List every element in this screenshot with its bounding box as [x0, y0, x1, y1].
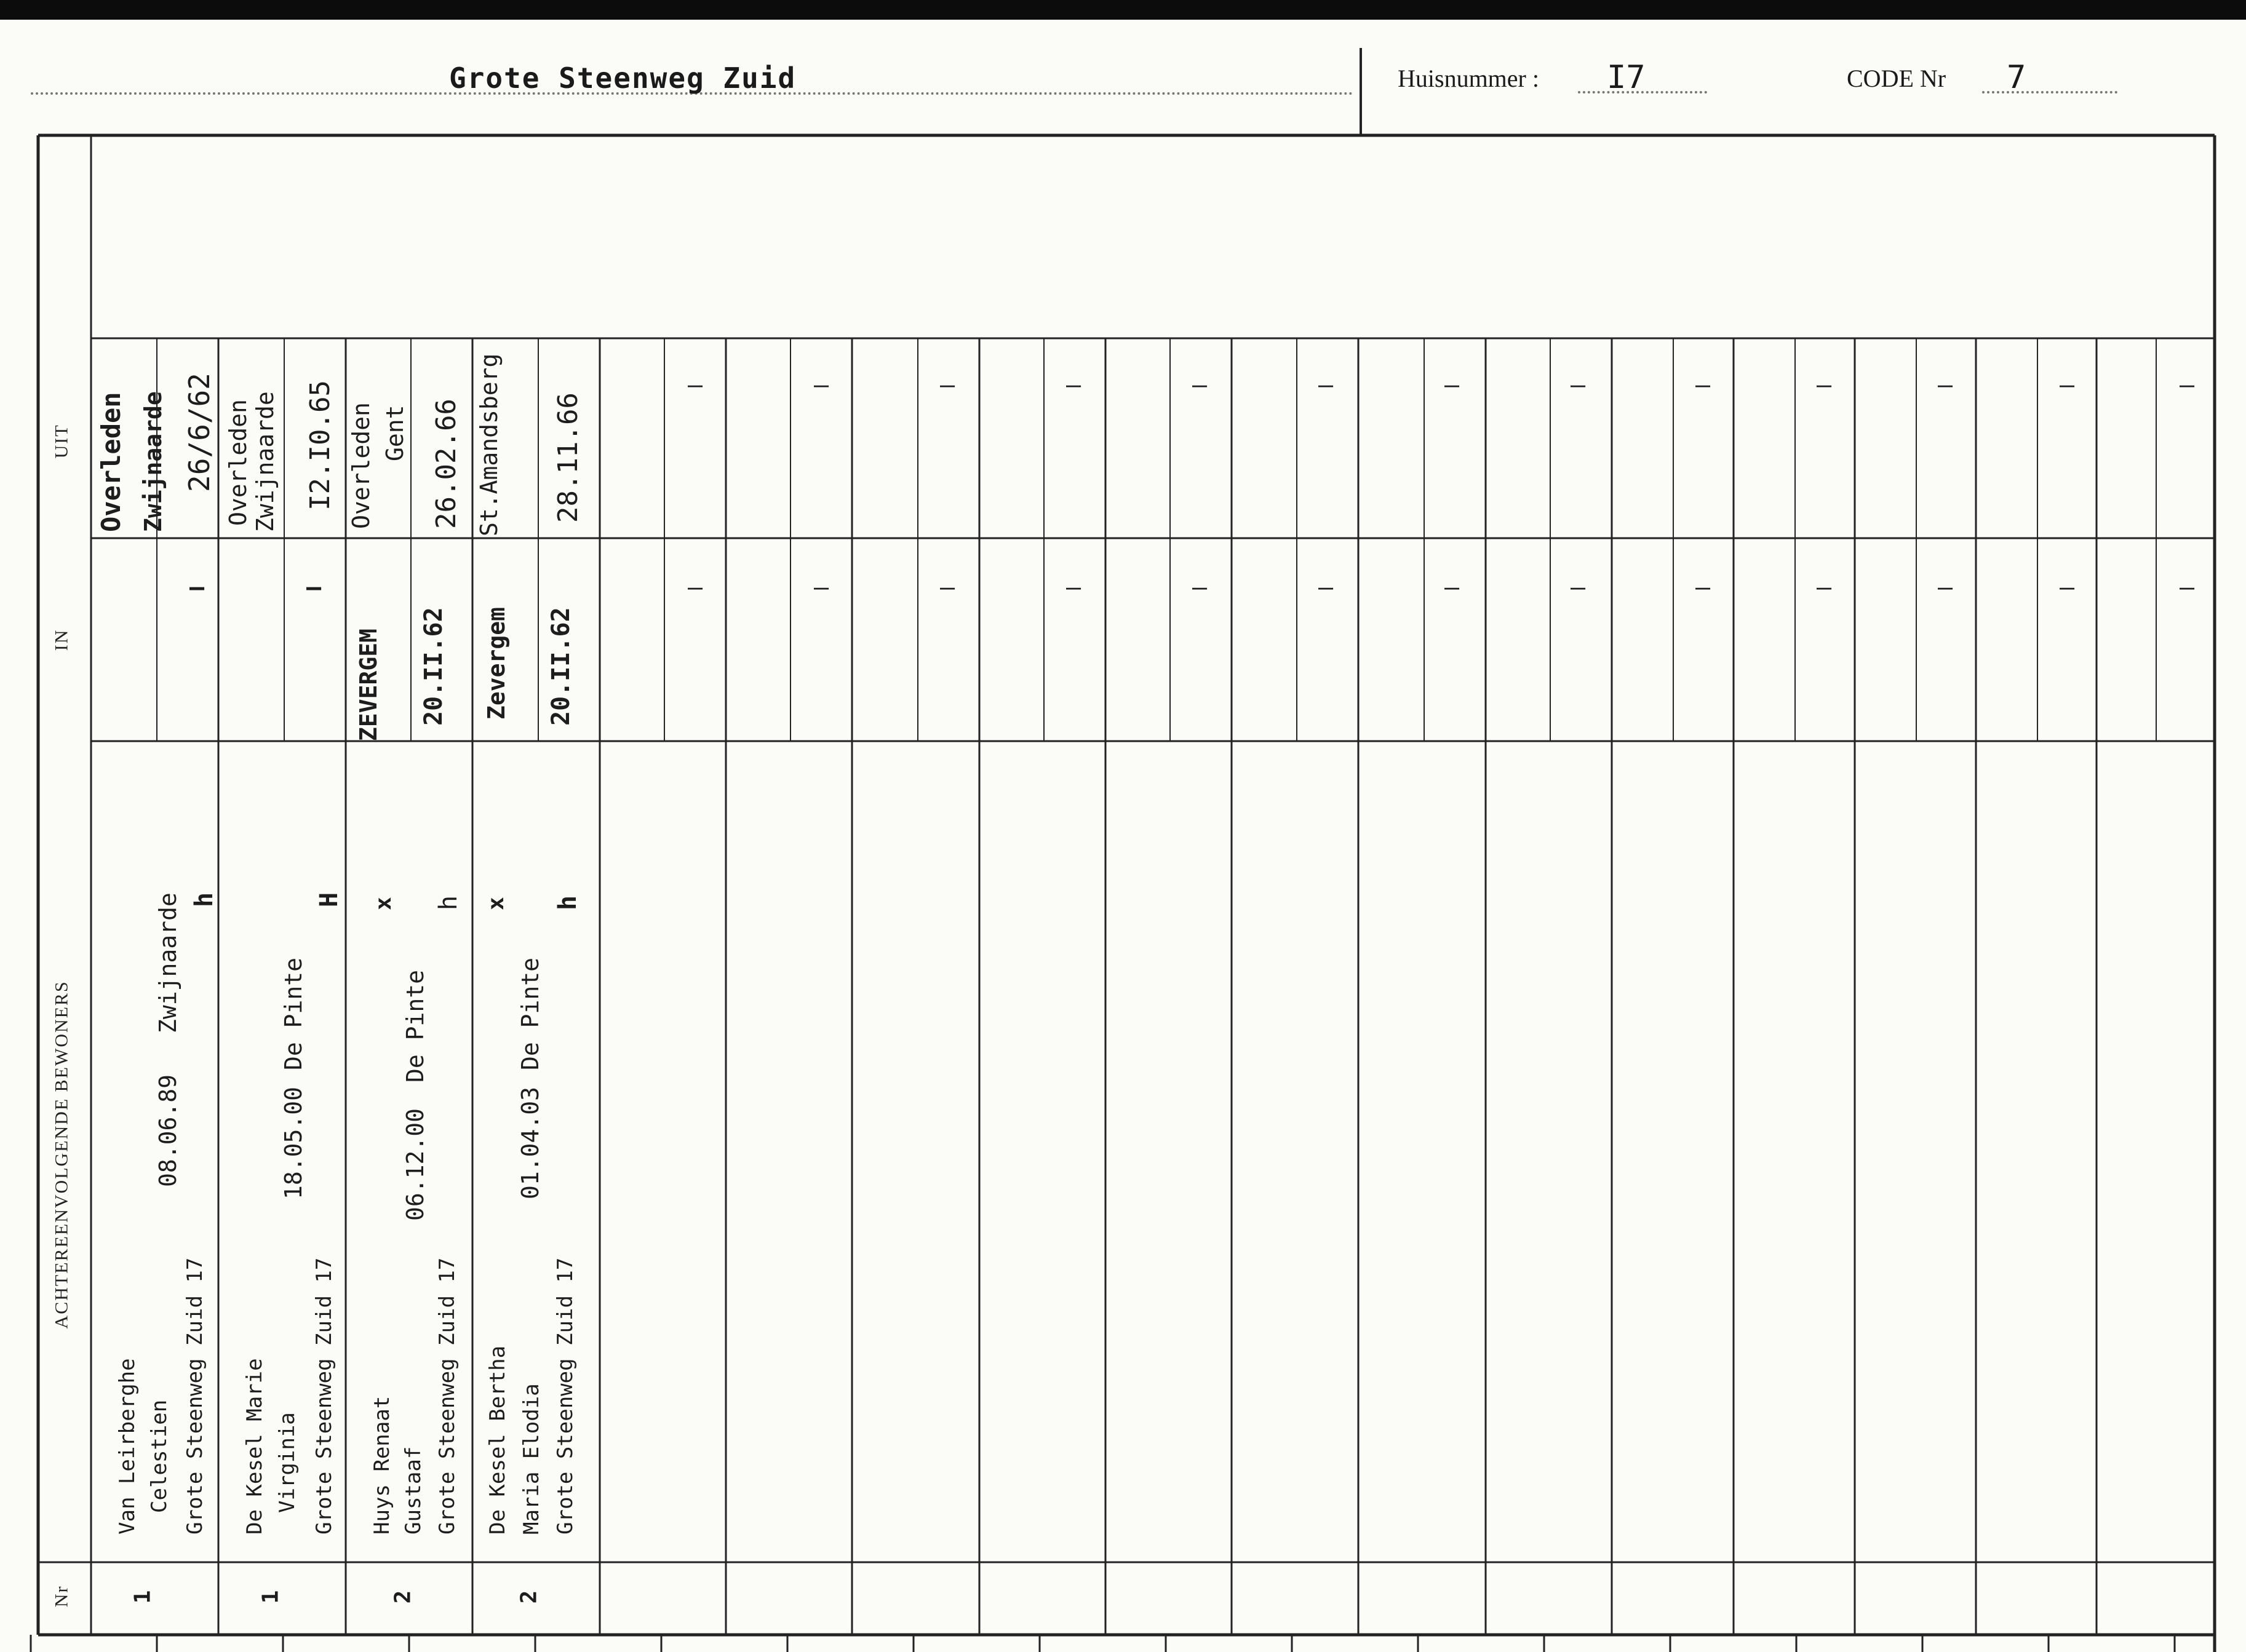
uit-place-line-1: Overleden — [96, 392, 126, 532]
birth-date: 08.06.89 — [154, 1074, 181, 1187]
empty-cell-dash: — — [1065, 371, 1081, 399]
resident-name-line-1: De Kesel Marie — [242, 1358, 267, 1535]
uit-date: 26.02.66 — [431, 399, 462, 529]
resident-name-line-1: Van Leirberghe — [115, 1358, 140, 1535]
house-number-label: Huisnummer : — [1398, 65, 1539, 92]
in-date-dash: — — [306, 573, 322, 602]
empty-cell-dash: — — [1937, 573, 1953, 602]
resident-address: Grote Steenweg Zuid 17 — [553, 1257, 578, 1535]
code-value: 7 — [2007, 59, 2026, 96]
uit-date: 26/6/62 — [183, 373, 216, 492]
uit-place-line-2: Zwijnaarde — [252, 391, 279, 532]
in-date: 20.II.62 — [547, 607, 575, 726]
code-label: CODE Nr — [1847, 65, 1946, 92]
in-section-label: IN — [51, 629, 72, 651]
cross-mark: x — [371, 897, 396, 910]
empty-cell-dash: — — [813, 573, 829, 602]
birth-place: De Pinte — [402, 969, 429, 1082]
status-mark: h — [554, 895, 582, 910]
uit-date: 28.11.66 — [552, 392, 584, 523]
empty-cell-dash: — — [1570, 371, 1586, 399]
resident-column-4 — [476, 354, 584, 1604]
resident-address: Grote Steenweg Zuid 17 — [183, 1257, 207, 1535]
empty-cell-dash: — — [1318, 371, 1334, 399]
birth-date: 01.04.03 — [517, 1086, 544, 1199]
birth-date: 06.12.00 — [402, 1108, 429, 1221]
empty-cell-dash: — — [1192, 573, 1208, 602]
empty-cell-dash: — — [1937, 371, 1953, 399]
entry-number: 2 — [516, 1590, 542, 1604]
empty-cell-dash: — — [1695, 371, 1711, 399]
birth-place: De Pinte — [280, 957, 307, 1070]
house-number-value: I7 — [1607, 59, 1646, 96]
uit-section-label: UIT — [51, 424, 72, 459]
empty-cell-dash: — — [1444, 573, 1460, 602]
in-date: 20.II.62 — [420, 607, 448, 726]
empty-cell-dash: — — [2179, 371, 2195, 399]
resident-name-line-1: Huys Renaat — [370, 1396, 394, 1535]
empty-cell-dash: — — [2059, 371, 2075, 399]
empty-cell-dash: — — [939, 573, 955, 602]
empty-cell-dash: — — [2179, 573, 2195, 602]
empty-cell-dash: — — [1816, 573, 1832, 602]
empty-cell-dash: — — [1695, 573, 1711, 602]
uit-date: I2.I0.65 — [305, 380, 336, 510]
resident-address: Grote Steenweg Zuid 17 — [312, 1257, 337, 1535]
resident-address: Grote Steenweg Zuid 17 — [435, 1257, 460, 1535]
status-mark: H — [315, 892, 343, 907]
resident-name-line-1: De Kesel Bertha — [485, 1345, 510, 1535]
entry-number: 1 — [258, 1590, 284, 1604]
uit-place-line-1: St.Amandsberg — [476, 353, 503, 536]
in-place: ZEVERGEM — [355, 628, 382, 741]
nr-section-label: Nr — [51, 1585, 72, 1608]
birth-date: 18.05.00 — [280, 1086, 307, 1199]
uit-place-line-1: Overleden — [225, 399, 252, 526]
birth-place: De Pinte — [517, 957, 544, 1070]
status-mark: h — [190, 892, 218, 907]
empty-cell-dash: — — [1318, 573, 1334, 602]
uit-place-line-2: Gent — [381, 405, 408, 461]
street-name: Grote Steenweg Zuid — [449, 62, 797, 95]
uit-place-line-2: Zwijnaarde — [140, 391, 167, 532]
empty-cell-dash: — — [687, 573, 703, 602]
empty-cell-dash: — — [2059, 573, 2075, 602]
resident-column-3 — [348, 399, 463, 1603]
entry-number: 2 — [390, 1590, 416, 1604]
resident-name-line-2: Gustaaf — [401, 1446, 426, 1535]
empty-cell-dash: — — [1192, 371, 1208, 399]
in-place: Zevergem — [483, 606, 510, 720]
entry-number: 1 — [130, 1590, 156, 1604]
residents-section-label: ACHTEREENVOLGENDE BEWONERS — [51, 980, 72, 1329]
resident-name-line-2: Maria Elodia — [519, 1383, 544, 1535]
empty-cell-dash: — — [687, 371, 703, 399]
empty-cell-dash: — — [1570, 573, 1586, 602]
resident-name-line-2: Virginia — [275, 1412, 300, 1513]
cross-mark: x — [484, 897, 509, 910]
empty-cell-dash: — — [813, 371, 829, 399]
status-mark: h — [434, 895, 463, 910]
empty-cell-dash: — — [1065, 573, 1081, 602]
resident-name-line-2: Celestien — [147, 1399, 172, 1513]
empty-cell-dash: — — [1816, 371, 1832, 399]
uit-place-line-1: Overleden — [348, 402, 375, 529]
empty-cell-dash: — — [939, 371, 955, 399]
in-date-dash: — — [189, 573, 205, 602]
empty-cell-dash: — — [1444, 371, 1460, 399]
birth-place: Zwijnaarde — [154, 892, 181, 1033]
